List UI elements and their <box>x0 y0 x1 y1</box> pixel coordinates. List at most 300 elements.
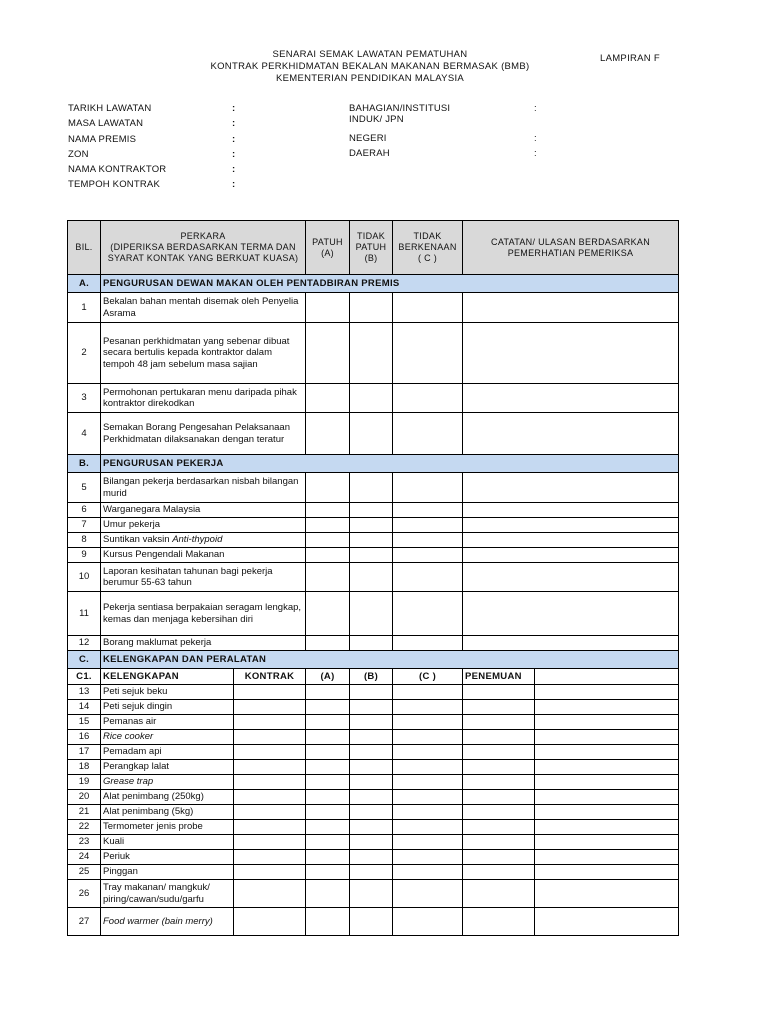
item-description <box>101 790 234 805</box>
info-colon: : <box>232 148 236 160</box>
tidak-berkenaan-cell[interactable] <box>393 323 463 384</box>
item-number: 24 <box>68 850 101 865</box>
item-number: 4 <box>68 413 101 455</box>
item-description <box>101 805 234 820</box>
tidak-berkenaan-cell[interactable] <box>393 908 463 936</box>
kontrak-cell[interactable] <box>234 865 306 880</box>
info-row-zon <box>68 147 268 162</box>
tidak-berkenaan-cell[interactable] <box>393 805 463 820</box>
item-description <box>101 518 306 533</box>
table-row <box>68 715 679 730</box>
tidak-patuh-cell[interactable] <box>350 533 393 548</box>
patuh-cell[interactable] <box>306 715 350 730</box>
subsection-kontrak: KONTRAK <box>234 669 306 685</box>
title-line-1: SENARAI SEMAK LAWATAN PEMATUHAN <box>272 49 468 60</box>
tidak-patuh-cell[interactable] <box>350 865 393 880</box>
catatan-cell[interactable] <box>535 908 679 936</box>
section-title: KELENGKAPAN DAN PERALATAN <box>101 651 679 669</box>
info-colon: : <box>232 164 236 176</box>
table-row <box>68 908 679 936</box>
table-row <box>68 685 679 700</box>
item-number: 19 <box>68 775 101 790</box>
catatan-cell[interactable] <box>535 835 679 850</box>
tidak-berkenaan-cell[interactable] <box>393 790 463 805</box>
table-row <box>68 503 679 518</box>
info-row-premis <box>68 132 268 147</box>
document-title <box>150 49 590 85</box>
item-text: Umur pekerja <box>103 519 161 531</box>
patuh-cell[interactable] <box>306 473 350 503</box>
patuh-cell[interactable] <box>306 865 350 880</box>
item-description <box>101 413 306 455</box>
tidak-berkenaan-cell[interactable] <box>393 473 463 503</box>
info-colon: : <box>232 118 236 130</box>
item-text-italic: Rice cooker <box>103 731 154 743</box>
item-description <box>101 760 234 775</box>
catatan-cell[interactable] <box>535 730 679 745</box>
info-label: TARIKH LAWATAN <box>68 103 152 114</box>
tidak-patuh-cell[interactable] <box>350 323 393 384</box>
item-description <box>101 730 234 745</box>
patuh-cell[interactable] <box>306 775 350 790</box>
item-description <box>101 880 234 908</box>
patuh-cell[interactable] <box>306 563 350 592</box>
item-number: 27 <box>68 908 101 936</box>
item-number: 18 <box>68 760 101 775</box>
header-tidak-berkenaan: TIDAK BERKENAAN ( C ) <box>393 221 463 275</box>
table-row <box>68 413 679 455</box>
subsection-c1-row <box>68 669 679 685</box>
tidak-patuh-cell[interactable] <box>350 805 393 820</box>
info-colon: : <box>534 103 537 114</box>
section-c-row <box>68 651 679 669</box>
tidak-berkenaan-cell[interactable] <box>393 730 463 745</box>
item-text: Kursus Pengendali Makanan <box>103 549 225 561</box>
patuh-cell[interactable] <box>306 548 350 563</box>
table-row <box>68 820 679 835</box>
catatan-cell[interactable] <box>535 880 679 908</box>
tidak-berkenaan-cell[interactable] <box>393 518 463 533</box>
item-number: 8 <box>68 533 101 548</box>
info-row-induk <box>349 114 549 131</box>
tidak-patuh-cell[interactable] <box>350 293 393 323</box>
catatan-cell[interactable] <box>535 775 679 790</box>
penemuan-cell[interactable] <box>463 865 535 880</box>
patuh-cell[interactable] <box>306 592 350 636</box>
item-number: 11 <box>68 592 101 636</box>
item-number: 23 <box>68 835 101 850</box>
patuh-cell[interactable] <box>306 533 350 548</box>
item-text: Peti sejuk beku <box>103 686 168 698</box>
catatan-cell[interactable] <box>535 820 679 835</box>
tidak-patuh-cell[interactable] <box>350 548 393 563</box>
tidak-berkenaan-cell[interactable] <box>393 700 463 715</box>
penemuan-cell[interactable] <box>463 700 535 715</box>
catatan-cell[interactable] <box>463 592 679 636</box>
info-colon: : <box>534 148 537 160</box>
table-row <box>68 384 679 413</box>
item-text: Alat penimbang (250kg) <box>103 791 204 803</box>
tidak-berkenaan-cell[interactable] <box>393 533 463 548</box>
item-description <box>101 820 234 835</box>
penemuan-cell[interactable] <box>463 745 535 760</box>
penemuan-cell[interactable] <box>463 790 535 805</box>
patuh-cell[interactable] <box>306 518 350 533</box>
info-colon: : <box>534 133 537 144</box>
table-row <box>68 563 679 592</box>
tidak-patuh-cell[interactable] <box>350 503 393 518</box>
item-text: Pemanas air <box>103 716 157 728</box>
table-header-row <box>68 221 679 275</box>
tidak-patuh-cell[interactable] <box>350 880 393 908</box>
tidak-patuh-cell[interactable] <box>350 745 393 760</box>
item-description <box>101 715 234 730</box>
item-text: Periuk <box>103 851 130 863</box>
patuh-cell[interactable] <box>306 413 350 455</box>
tidak-patuh-cell[interactable] <box>350 592 393 636</box>
section-letter: C. <box>68 651 101 669</box>
tidak-berkenaan-cell[interactable] <box>393 760 463 775</box>
info-label: INDUK/ JPN <box>349 114 404 125</box>
patuh-cell[interactable] <box>306 805 350 820</box>
tidak-berkenaan-cell[interactable] <box>393 745 463 760</box>
table-row <box>68 548 679 563</box>
patuh-cell[interactable] <box>306 835 350 850</box>
item-text: Pekerja sentiasa berpakaian seragam lengkap, kemas dan menjaga kebersihan diri <box>103 602 302 625</box>
section-letter: B. <box>68 455 101 473</box>
header-perkara: PERKARA (DIPERIKSA BERDASARKAN TERMA DAN SYARAT KONTAK YANG BERKUAT KUASA) <box>101 221 306 275</box>
tidak-patuh-cell[interactable] <box>350 685 393 700</box>
item-number: 25 <box>68 865 101 880</box>
catatan-cell[interactable] <box>463 323 679 384</box>
info-colon: : <box>232 179 236 191</box>
patuh-cell[interactable] <box>306 293 350 323</box>
kontrak-cell[interactable] <box>234 835 306 850</box>
tidak-patuh-cell[interactable] <box>350 384 393 413</box>
penemuan-cell[interactable] <box>463 760 535 775</box>
item-number: 14 <box>68 700 101 715</box>
patuh-cell[interactable] <box>306 636 350 651</box>
catatan-cell[interactable] <box>535 685 679 700</box>
kontrak-cell[interactable] <box>234 745 306 760</box>
tidak-patuh-cell[interactable] <box>350 715 393 730</box>
patuh-cell[interactable] <box>306 384 350 413</box>
section-title: PENGURUSAN DEWAN MAKAN OLEH PENTADBIRAN PREMIS <box>101 275 679 293</box>
penemuan-cell[interactable] <box>463 730 535 745</box>
info-row-tarikh <box>68 101 268 116</box>
item-description <box>101 548 306 563</box>
subsection-penemuan: PENEMUAN <box>463 669 535 685</box>
kontrak-cell[interactable] <box>234 685 306 700</box>
info-row-negeri <box>349 131 549 146</box>
item-text-italic: Food warmer (bain merry) <box>103 915 213 927</box>
item-description <box>101 323 306 384</box>
subsection-b: (B) <box>350 669 393 685</box>
catatan-cell[interactable] <box>463 503 679 518</box>
info-right <box>349 103 549 162</box>
info-label: NEGERI <box>349 133 387 144</box>
section-title: PENGURUSAN PEKERJA <box>101 455 679 473</box>
header-patuh: PATUH (A) <box>306 221 350 275</box>
info-row-kontraktor <box>68 162 268 177</box>
tidak-patuh-cell[interactable] <box>350 820 393 835</box>
tidak-patuh-cell[interactable] <box>350 473 393 503</box>
table-row <box>68 323 679 384</box>
tidak-patuh-cell[interactable] <box>350 775 393 790</box>
tidak-berkenaan-cell[interactable] <box>393 293 463 323</box>
item-text: Termometer jenis probe <box>103 821 203 833</box>
item-description <box>101 865 234 880</box>
tidak-patuh-cell[interactable] <box>350 850 393 865</box>
tidak-berkenaan-cell[interactable] <box>393 865 463 880</box>
table-row <box>68 850 679 865</box>
catatan-cell[interactable] <box>463 413 679 455</box>
item-number: 16 <box>68 730 101 745</box>
kontrak-cell[interactable] <box>234 715 306 730</box>
tidak-berkenaan-cell[interactable] <box>393 384 463 413</box>
tidak-patuh-cell[interactable] <box>350 636 393 651</box>
penemuan-cell[interactable] <box>463 880 535 908</box>
item-description <box>101 700 234 715</box>
item-description <box>101 908 234 936</box>
item-number: 5 <box>68 473 101 503</box>
tidak-berkenaan-cell[interactable] <box>393 850 463 865</box>
checklist-table <box>67 220 679 936</box>
info-left <box>68 101 268 193</box>
info-colon: : <box>232 103 236 114</box>
penemuan-cell[interactable] <box>463 685 535 700</box>
kontrak-cell[interactable] <box>234 850 306 865</box>
tidak-berkenaan-cell[interactable] <box>393 775 463 790</box>
kontrak-cell[interactable] <box>234 700 306 715</box>
tidak-berkenaan-cell[interactable] <box>393 636 463 651</box>
tidak-berkenaan-cell[interactable] <box>393 563 463 592</box>
item-number: 21 <box>68 805 101 820</box>
penemuan-cell[interactable] <box>463 715 535 730</box>
tidak-berkenaan-cell[interactable] <box>393 592 463 636</box>
kontrak-cell[interactable] <box>234 730 306 745</box>
kontrak-cell[interactable] <box>234 805 306 820</box>
tidak-patuh-cell[interactable] <box>350 563 393 592</box>
info-label: ZON <box>68 148 89 160</box>
patuh-cell[interactable] <box>306 503 350 518</box>
item-text: Kuali <box>103 836 125 848</box>
item-description <box>101 473 306 503</box>
catatan-cell[interactable] <box>535 760 679 775</box>
item-text: Pesanan perkhidmatan yang sebenar dibuat secara bertulis kepada kontraktor dalam tempoh 48 jam sebelum masa sajian <box>103 335 290 370</box>
item-number: 10 <box>68 563 101 592</box>
info-label: DAERAH <box>349 148 390 160</box>
section-a-row <box>68 275 679 293</box>
info-row-masa <box>68 116 268 131</box>
info-label: NAMA KONTRAKTOR <box>68 164 167 176</box>
tidak-patuh-cell[interactable] <box>350 700 393 715</box>
section-letter: A. <box>68 275 101 293</box>
tidak-berkenaan-cell[interactable] <box>393 715 463 730</box>
tidak-berkenaan-cell[interactable] <box>393 503 463 518</box>
item-number: 2 <box>68 323 101 384</box>
item-description <box>101 563 306 592</box>
item-number: 12 <box>68 636 101 651</box>
tidak-patuh-cell[interactable] <box>350 730 393 745</box>
item-text: Permohonan pertukaran menu daripada pihak kontraktor direkodkan <box>103 386 297 409</box>
tidak-patuh-cell[interactable] <box>350 518 393 533</box>
patuh-cell[interactable] <box>306 700 350 715</box>
item-description <box>101 685 234 700</box>
subsection-c: (C ) <box>393 669 463 685</box>
tidak-berkenaan-cell[interactable] <box>393 548 463 563</box>
patuh-cell[interactable] <box>306 790 350 805</box>
table-row <box>68 775 679 790</box>
table-row <box>68 293 679 323</box>
tidak-patuh-cell[interactable] <box>350 908 393 936</box>
patuh-cell[interactable] <box>306 908 350 936</box>
item-number: 6 <box>68 503 101 518</box>
patuh-cell[interactable] <box>306 850 350 865</box>
item-description <box>101 293 306 323</box>
patuh-cell[interactable] <box>306 880 350 908</box>
catatan-cell[interactable] <box>463 533 679 548</box>
item-number: 20 <box>68 790 101 805</box>
item-number: 7 <box>68 518 101 533</box>
table-row <box>68 533 679 548</box>
catatan-cell[interactable] <box>463 636 679 651</box>
table-row <box>68 592 679 636</box>
table-row <box>68 636 679 651</box>
item-number: 1 <box>68 293 101 323</box>
lampiran-label: LAMPIRAN F <box>600 53 661 64</box>
kontrak-cell[interactable] <box>234 790 306 805</box>
item-text: Warganegara Malaysia <box>103 504 201 516</box>
catatan-cell[interactable] <box>535 700 679 715</box>
item-description <box>101 775 234 790</box>
tidak-berkenaan-cell[interactable] <box>393 880 463 908</box>
item-description <box>101 745 234 760</box>
kontrak-cell[interactable] <box>234 820 306 835</box>
table-row <box>68 880 679 908</box>
subsection-kelengkapan: KELENGKAPAN <box>101 669 234 685</box>
header-bil: BIL. <box>68 221 101 275</box>
item-description <box>101 533 306 548</box>
title-line-3: KEMENTERIAN PENDIDIKAN MALAYSIA <box>275 73 465 84</box>
info-colon: : <box>232 133 236 145</box>
tidak-berkenaan-cell[interactable] <box>393 835 463 850</box>
tidak-berkenaan-cell[interactable] <box>393 820 463 835</box>
item-description <box>101 850 234 865</box>
item-number: 17 <box>68 745 101 760</box>
tidak-patuh-cell[interactable] <box>350 835 393 850</box>
tidak-patuh-cell[interactable] <box>350 413 393 455</box>
table-row <box>68 805 679 820</box>
info-row-daerah <box>349 146 549 161</box>
catatan-cell[interactable] <box>535 715 679 730</box>
item-text: Pemadam api <box>103 746 162 758</box>
header-catatan: CATATAN/ ULASAN BERDASARKAN PEMERHATIAN PEMERIKSA <box>463 221 679 275</box>
table-row <box>68 745 679 760</box>
catatan-cell[interactable] <box>463 384 679 413</box>
penemuan-cell[interactable] <box>463 820 535 835</box>
table-row <box>68 518 679 533</box>
patuh-cell[interactable] <box>306 685 350 700</box>
info-label: MASA LAWATAN <box>68 118 144 130</box>
catatan-cell[interactable] <box>535 850 679 865</box>
patuh-cell[interactable] <box>306 760 350 775</box>
item-number: 26 <box>68 880 101 908</box>
table-row <box>68 835 679 850</box>
penemuan-cell[interactable] <box>463 805 535 820</box>
item-description <box>101 592 306 636</box>
penemuan-cell[interactable] <box>463 850 535 865</box>
tidak-berkenaan-cell[interactable] <box>393 413 463 455</box>
item-text-italic: Grease trap <box>103 776 154 788</box>
patuh-cell[interactable] <box>306 745 350 760</box>
patuh-cell[interactable] <box>306 820 350 835</box>
kontrak-cell[interactable] <box>234 775 306 790</box>
item-number: 9 <box>68 548 101 563</box>
info-label: NAMA PREMIS <box>68 133 137 145</box>
penemuan-cell[interactable] <box>463 908 535 936</box>
item-text: Laporan kesihatan tahunan bagi pekerja berumur 55-63 tahun <box>103 565 273 588</box>
info-label: TEMPOH KONTRAK <box>68 179 161 191</box>
catatan-cell[interactable] <box>463 518 679 533</box>
catatan-cell[interactable] <box>535 865 679 880</box>
item-description <box>101 636 306 651</box>
item-description <box>101 503 306 518</box>
empty-cell <box>535 669 679 685</box>
header-tidak-patuh: TIDAK PATUH (B) <box>350 221 393 275</box>
catatan-cell[interactable] <box>463 563 679 592</box>
table-row <box>68 760 679 775</box>
catatan-cell[interactable] <box>535 745 679 760</box>
table-row <box>68 865 679 880</box>
item-text: Alat penimbang (5kg) <box>103 806 194 818</box>
catatan-cell[interactable] <box>463 548 679 563</box>
subsection-a: (A) <box>306 669 350 685</box>
catatan-cell[interactable] <box>463 293 679 323</box>
table-row <box>68 473 679 503</box>
penemuan-cell[interactable] <box>463 835 535 850</box>
tidak-berkenaan-cell[interactable] <box>393 685 463 700</box>
item-text: Bilangan pekerja berdasarkan nisbah bilangan murid <box>103 476 299 499</box>
item-description <box>101 384 306 413</box>
item-text: Bekalan bahan mentah disemak oleh Penyelia Asrama <box>103 296 299 319</box>
penemuan-cell[interactable] <box>463 775 535 790</box>
section-b-row <box>68 455 679 473</box>
item-text: Suntikan vaksin <box>103 534 173 546</box>
table-row <box>68 790 679 805</box>
tidak-patuh-cell[interactable] <box>350 790 393 805</box>
info-label: BAHAGIAN/INSTITUSI <box>349 103 451 114</box>
item-text: Borang maklumat pekerja <box>103 637 212 649</box>
item-text: Tray makanan/ mangkuk/ piring/cawan/sudu/garfu <box>103 882 210 905</box>
table-row <box>68 700 679 715</box>
kontrak-cell[interactable] <box>234 908 306 936</box>
item-text: Pinggan <box>103 866 138 878</box>
tidak-patuh-cell[interactable] <box>350 760 393 775</box>
catatan-cell[interactable] <box>463 473 679 503</box>
item-number: 3 <box>68 384 101 413</box>
patuh-cell[interactable] <box>306 730 350 745</box>
item-description <box>101 835 234 850</box>
kontrak-cell[interactable] <box>234 760 306 775</box>
patuh-cell[interactable] <box>306 323 350 384</box>
item-number: 13 <box>68 685 101 700</box>
subsection-no: C1. <box>68 669 101 685</box>
item-number: 22 <box>68 820 101 835</box>
catatan-cell[interactable] <box>535 805 679 820</box>
kontrak-cell[interactable] <box>234 880 306 908</box>
catatan-cell[interactable] <box>535 790 679 805</box>
